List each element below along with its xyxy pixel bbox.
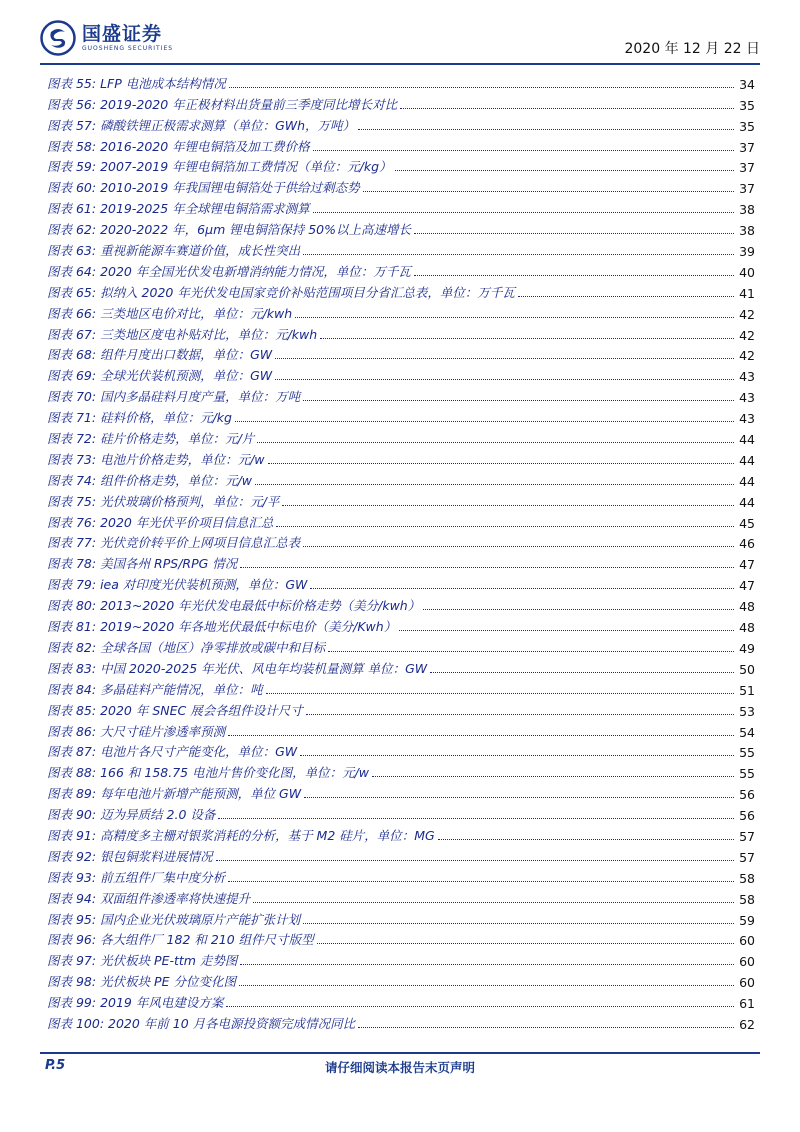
toc-dot-leader: [239, 985, 734, 986]
toc-dot-leader: [275, 379, 734, 380]
toc-entry-label[interactable]: 图表 70: 国内多晶硅料月度产量，单位：万吨: [47, 389, 301, 405]
toc-entry[interactable]: [47, 322, 755, 343]
toc-entry-page[interactable]: 55: [739, 745, 755, 761]
toc-entry-page[interactable]: 56: [739, 808, 755, 824]
toc-entry-page[interactable]: 53: [739, 703, 755, 719]
toc-dot-leader: [228, 881, 734, 882]
toc-entry-label[interactable]: 图表 60: 2010-2019 年我国锂电铜箔处于供给过剩态势: [47, 180, 360, 196]
toc-dot-leader: [226, 1006, 734, 1007]
toc-entry-label[interactable]: 图表 79: iea 对印度光伏装机预测，单位：GW: [47, 577, 308, 593]
toc-entry-page[interactable]: 44: [739, 452, 755, 468]
brand-name-cn: 国盛证券: [82, 23, 163, 45]
toc-entry-label[interactable]: 图表 93: 前五组件厂集中度分析: [47, 869, 226, 885]
toc-dot-leader: [400, 108, 734, 109]
toc-entry-label[interactable]: 图表 63: 重视新能源车赛道价值，成长性突出: [47, 243, 301, 259]
toc-entry-page[interactable]: 47: [739, 557, 755, 573]
toc-entry-label[interactable]: 图表 67: 三类地区度电补贴对比，单位：元/kwh: [47, 326, 318, 342]
toc-entry[interactable]: [47, 531, 755, 552]
toc-dot-leader: [303, 400, 734, 401]
toc-dot-leader: [240, 567, 734, 568]
toc-entry[interactable]: [47, 155, 755, 176]
toc-dot-leader: [414, 233, 734, 234]
toc-entry[interactable]: [47, 426, 755, 447]
toc-entry-label[interactable]: 图表 78: 美国各州 RPS/RPG 情况: [47, 556, 238, 572]
toc-entry-page[interactable]: 44: [739, 473, 755, 489]
toc-entry-label[interactable]: 图表 61: 2019-2025 年全球锂电铜箔需求测算: [47, 201, 310, 217]
footer-page-number: P.5: [45, 1058, 66, 1073]
toc-dot-leader: [229, 87, 734, 88]
toc-entry[interactable]: [47, 740, 755, 761]
toc-entry-label[interactable]: 图表 83: 中国 2020-2025 年光伏、风电年均装机量测算 单位：GW: [47, 660, 428, 676]
toc-entry-label[interactable]: 图表 87: 电池片各尺寸产能变化，单位：GW: [47, 744, 298, 760]
toc-entry-page[interactable]: 49: [739, 640, 755, 656]
toc-entry[interactable]: [47, 823, 755, 844]
toc-entry-page[interactable]: 47: [739, 578, 755, 594]
toc-entry-page[interactable]: 38: [739, 223, 755, 239]
toc-dot-leader: [399, 630, 734, 631]
toc-entry[interactable]: [47, 510, 755, 531]
toc-entry-label[interactable]: 图表 97: 光伏板块 PE-ttm 走势图: [47, 953, 238, 969]
toc-entry-label[interactable]: 图表 96: 各大组件厂 182 和 210 组件尺寸版型: [47, 932, 314, 948]
toc-entry-page[interactable]: 57: [739, 849, 755, 865]
toc-entry[interactable]: [47, 593, 755, 614]
toc-dot-leader: [268, 463, 735, 464]
toc-entry[interactable]: [47, 677, 755, 698]
table-of-figures: [47, 71, 755, 1032]
toc-entry-label[interactable]: 图表 66: 三类地区电价对比，单位：元/kwh: [47, 305, 293, 321]
toc-entry-page[interactable]: 40: [739, 264, 755, 280]
toc-entry-page[interactable]: 54: [739, 724, 755, 740]
toc-dot-leader: [266, 693, 734, 694]
toc-entry-label[interactable]: 图表 89: 每年电池片新增产能预测，单位 GW: [47, 786, 302, 802]
toc-dot-leader: [423, 609, 734, 610]
toc-entry[interactable]: [47, 656, 755, 677]
toc-entry[interactable]: [47, 928, 755, 949]
toc-dot-leader: [255, 484, 734, 485]
toc-entry-label[interactable]: 图表 88: 166 和 158.75 电池片售价变化图，单位：元/w: [47, 765, 370, 781]
toc-entry[interactable]: [47, 259, 755, 280]
toc-entry-label[interactable]: 图表 91: 高精度多主栅对银浆消耗的分析，基于 M2 硅片，单位：MG: [47, 827, 435, 843]
toc-entry-page[interactable]: 60: [739, 954, 755, 970]
toc-entry[interactable]: [47, 1011, 755, 1032]
toc-entry-page[interactable]: 34: [739, 76, 755, 92]
toc-entry[interactable]: [47, 468, 755, 489]
toc-entry-label[interactable]: 图表 85: 2020 年 SNEC 展会各组件设计尺寸: [47, 702, 303, 718]
toc-entry-label[interactable]: 图表 95: 国内企业光伏玻璃原片产能扩张计划: [47, 911, 301, 927]
toc-entry[interactable]: [47, 134, 755, 155]
toc-entry[interactable]: [47, 760, 755, 781]
toc-entry[interactable]: [47, 572, 755, 593]
toc-entry[interactable]: [47, 719, 755, 740]
toc-entry-page[interactable]: 44: [739, 432, 755, 448]
toc-dot-leader: [358, 129, 734, 130]
toc-dot-leader: [328, 651, 734, 652]
toc-dot-leader: [395, 170, 734, 171]
toc-entry-page[interactable]: 42: [739, 306, 755, 322]
toc-entry-page[interactable]: 48: [739, 620, 755, 636]
toc-entry-label[interactable]: 图表 81: 2019~2020 年各地光伏最低中标电价（美分/Kwh）: [47, 619, 397, 635]
toc-entry-label[interactable]: 图表 82: 全球各国（地区）净零排放或碳中和目标: [47, 639, 326, 655]
toc-entry-label[interactable]: 图表 58: 2016-2020 年锂电铜箔及加工费价格: [47, 138, 310, 154]
toc-entry-page[interactable]: 35: [739, 118, 755, 134]
header-divider: [40, 63, 760, 65]
toc-entry-page[interactable]: 51: [739, 682, 755, 698]
toc-entry-page[interactable]: 59: [739, 912, 755, 928]
toc-entry-label[interactable]: 图表 99: 2019 年风电建设方案: [47, 995, 224, 1011]
toc-entry[interactable]: [47, 614, 755, 635]
toc-entry[interactable]: [47, 489, 755, 510]
toc-dot-leader: [313, 150, 734, 151]
toc-entry-label[interactable]: 图表 80: 2013~2020 年光伏发电最低中标价格走势（美分/kwh）: [47, 598, 421, 614]
toc-entry[interactable]: [47, 238, 755, 259]
toc-entry[interactable]: [47, 802, 755, 823]
toc-entry-page[interactable]: 37: [739, 139, 755, 155]
toc-dot-leader: [438, 839, 734, 840]
toc-entry-label[interactable]: 图表 71: 硅料价格，单位：元/kg: [47, 410, 232, 426]
toc-entry-page[interactable]: 44: [739, 494, 755, 510]
toc-dot-leader: [216, 860, 734, 861]
toc-entry-page[interactable]: 46: [739, 536, 755, 552]
toc-dot-leader: [303, 546, 734, 547]
toc-dot-leader: [372, 776, 734, 777]
toc-entry[interactable]: [47, 217, 755, 238]
toc-dot-leader: [414, 275, 734, 276]
toc-entry[interactable]: [47, 175, 755, 196]
toc-entry[interactable]: [47, 948, 755, 969]
toc-entry[interactable]: [47, 405, 755, 426]
toc-entry-label[interactable]: 图表 68: 组件月度出口数据，单位：GW: [47, 347, 273, 363]
toc-entry-label[interactable]: 图表 76: 2020 年光伏平价项目信息汇总: [47, 514, 274, 530]
toc-entry-page[interactable]: 45: [739, 515, 755, 531]
toc-entry[interactable]: [47, 447, 755, 468]
toc-entry-page[interactable]: 41: [739, 285, 755, 301]
toc-entry[interactable]: [47, 781, 755, 802]
toc-entry-page[interactable]: 38: [739, 202, 755, 218]
toc-entry-label[interactable]: 图表 90: 迈为异质结 2.0 设备: [47, 807, 216, 823]
toc-entry[interactable]: [47, 969, 755, 990]
toc-dot-leader: [276, 526, 734, 527]
toc-entry-label[interactable]: 图表 92: 银包铜浆料进展情况: [47, 848, 213, 864]
toc-entry-page[interactable]: 35: [739, 97, 755, 113]
toc-entry-page[interactable]: 57: [739, 828, 755, 844]
toc-dot-leader: [300, 755, 734, 756]
toc-entry-label[interactable]: 图表 57: 磷酸铁锂正极需求测算（单位：GWh，万吨）: [47, 117, 356, 133]
toc-dot-leader: [228, 735, 734, 736]
footer-divider: [40, 1052, 760, 1054]
toc-dot-leader: [275, 358, 734, 359]
brand-logo: [40, 20, 173, 56]
toc-dot-leader: [363, 191, 734, 192]
toc-entry[interactable]: [47, 384, 755, 405]
toc-entry-label[interactable]: 图表 74: 组件价格走势，单位：元/w: [47, 472, 252, 488]
guosheng-logo-icon: [40, 20, 76, 56]
toc-dot-leader: [317, 943, 734, 944]
toc-entry-page[interactable]: 55: [739, 766, 755, 782]
toc-entry-label[interactable]: 图表 100: 2020 年前 10 月各电源投资额完成情况同比: [47, 1015, 356, 1031]
toc-entry-page[interactable]: 58: [739, 891, 755, 907]
toc-entry-label[interactable]: 图表 73: 电池片价格走势，单位：元/w: [47, 451, 265, 467]
toc-dot-leader: [303, 254, 734, 255]
brand-name-en: GUOSHENG SECURITIES: [82, 45, 174, 52]
toc-entry-label[interactable]: 图表 55: LFP 电池成本结构情况: [47, 75, 226, 91]
toc-dot-leader: [304, 797, 734, 798]
toc-entry-label[interactable]: 图表 75: 光伏玻璃价格预判，单位：元/平: [47, 493, 280, 509]
toc-entry-page[interactable]: 37: [739, 181, 755, 197]
toc-dot-leader: [320, 338, 734, 339]
toc-entry[interactable]: [47, 343, 755, 364]
toc-entry-label[interactable]: 图表 56: 2019-2020 年正极材料出货量前三季度同比增长对比: [47, 96, 398, 112]
toc-entry-page[interactable]: 58: [739, 870, 755, 886]
toc-entry-label[interactable]: 图表 64: 2020 年全国光伏发电新增消纳能力情况，单位：万千瓦: [47, 263, 411, 279]
toc-entry-page[interactable]: 43: [739, 411, 755, 427]
toc-dot-leader: [358, 1027, 734, 1028]
toc-entry-label[interactable]: 图表 62: 2020-2022 年，6μm 锂电铜箔保持 50%以上高速增长: [47, 222, 411, 238]
toc-entry-page[interactable]: 48: [739, 599, 755, 615]
toc-entry[interactable]: [47, 71, 755, 92]
toc-entry[interactable]: [47, 113, 755, 134]
toc-entry-page[interactable]: 60: [739, 975, 755, 991]
toc-dot-leader: [253, 902, 734, 903]
footer-disclaimer: 请仔细阅读本报告末页声明: [324, 1060, 475, 1075]
toc-entry[interactable]: [47, 886, 755, 907]
toc-entry-page[interactable]: 42: [739, 327, 755, 343]
toc-entry-label[interactable]: 图表 72: 硅片价格走势，单位：元/片: [47, 431, 255, 447]
toc-entry-page[interactable]: 42: [739, 348, 755, 364]
toc-entry-label[interactable]: 图表 86: 大尺寸硅片渗透率预测: [47, 723, 226, 739]
toc-dot-leader: [257, 442, 734, 443]
toc-entry-page[interactable]: 61: [739, 996, 755, 1012]
toc-entry-label[interactable]: 图表 77: 光伏竞价转平价上网项目信息汇总表: [47, 535, 301, 551]
toc-dot-leader: [313, 212, 734, 213]
toc-entry[interactable]: [47, 196, 755, 217]
toc-entry[interactable]: [47, 280, 755, 301]
toc-entry[interactable]: [47, 301, 755, 322]
toc-entry-page[interactable]: 60: [739, 933, 755, 949]
toc-entry[interactable]: [47, 844, 755, 865]
toc-entry[interactable]: [47, 698, 755, 719]
toc-entry-page[interactable]: 43: [739, 390, 755, 406]
toc-entry[interactable]: [47, 990, 755, 1011]
toc-entry[interactable]: [47, 865, 755, 886]
toc-entry-page[interactable]: 62: [739, 1016, 755, 1032]
toc-dot-leader: [306, 714, 734, 715]
toc-entry-label[interactable]: 图表 84: 多晶硅料产能情况，单位：吨: [47, 681, 263, 697]
toc-entry-label[interactable]: 图表 69: 全球光伏装机预测，单位：GW: [47, 368, 273, 384]
toc-entry-page[interactable]: 50: [739, 661, 755, 677]
toc-dot-leader: [303, 923, 734, 924]
toc-entry-label[interactable]: 图表 98: 光伏板块 PE 分位变化图: [47, 974, 236, 990]
toc-entry-page[interactable]: 43: [739, 369, 755, 385]
toc-dot-leader: [518, 296, 734, 297]
toc-entry-label[interactable]: 图表 94: 双面组件渗透率将快速提升: [47, 890, 251, 906]
toc-dot-leader: [240, 964, 734, 965]
toc-entry[interactable]: [47, 907, 755, 928]
toc-entry[interactable]: [47, 551, 755, 572]
toc-entry[interactable]: [47, 92, 755, 113]
toc-dot-leader: [218, 818, 734, 819]
toc-dot-leader: [430, 672, 734, 673]
toc-entry[interactable]: [47, 363, 755, 384]
toc-entry-page[interactable]: 39: [739, 244, 755, 260]
toc-dot-leader: [310, 588, 734, 589]
toc-entry-page[interactable]: 37: [739, 160, 755, 176]
report-date: 2020 年 12 月 22 日: [624, 41, 760, 57]
toc-dot-leader: [282, 505, 734, 506]
toc-entry-page[interactable]: 56: [739, 787, 755, 803]
toc-dot-leader: [235, 421, 734, 422]
toc-entry-label[interactable]: 图表 59: 2007-2019 年锂电铜箔加工费情况（单位：元/kg）: [47, 159, 392, 175]
page-header: [40, 18, 760, 62]
toc-dot-leader: [295, 317, 734, 318]
toc-entry[interactable]: [47, 635, 755, 656]
toc-entry-label[interactable]: 图表 65: 拟纳入 2020 年光伏发电国家竞价补贴范围项目分省汇总表，单位：万千瓦: [47, 284, 515, 300]
